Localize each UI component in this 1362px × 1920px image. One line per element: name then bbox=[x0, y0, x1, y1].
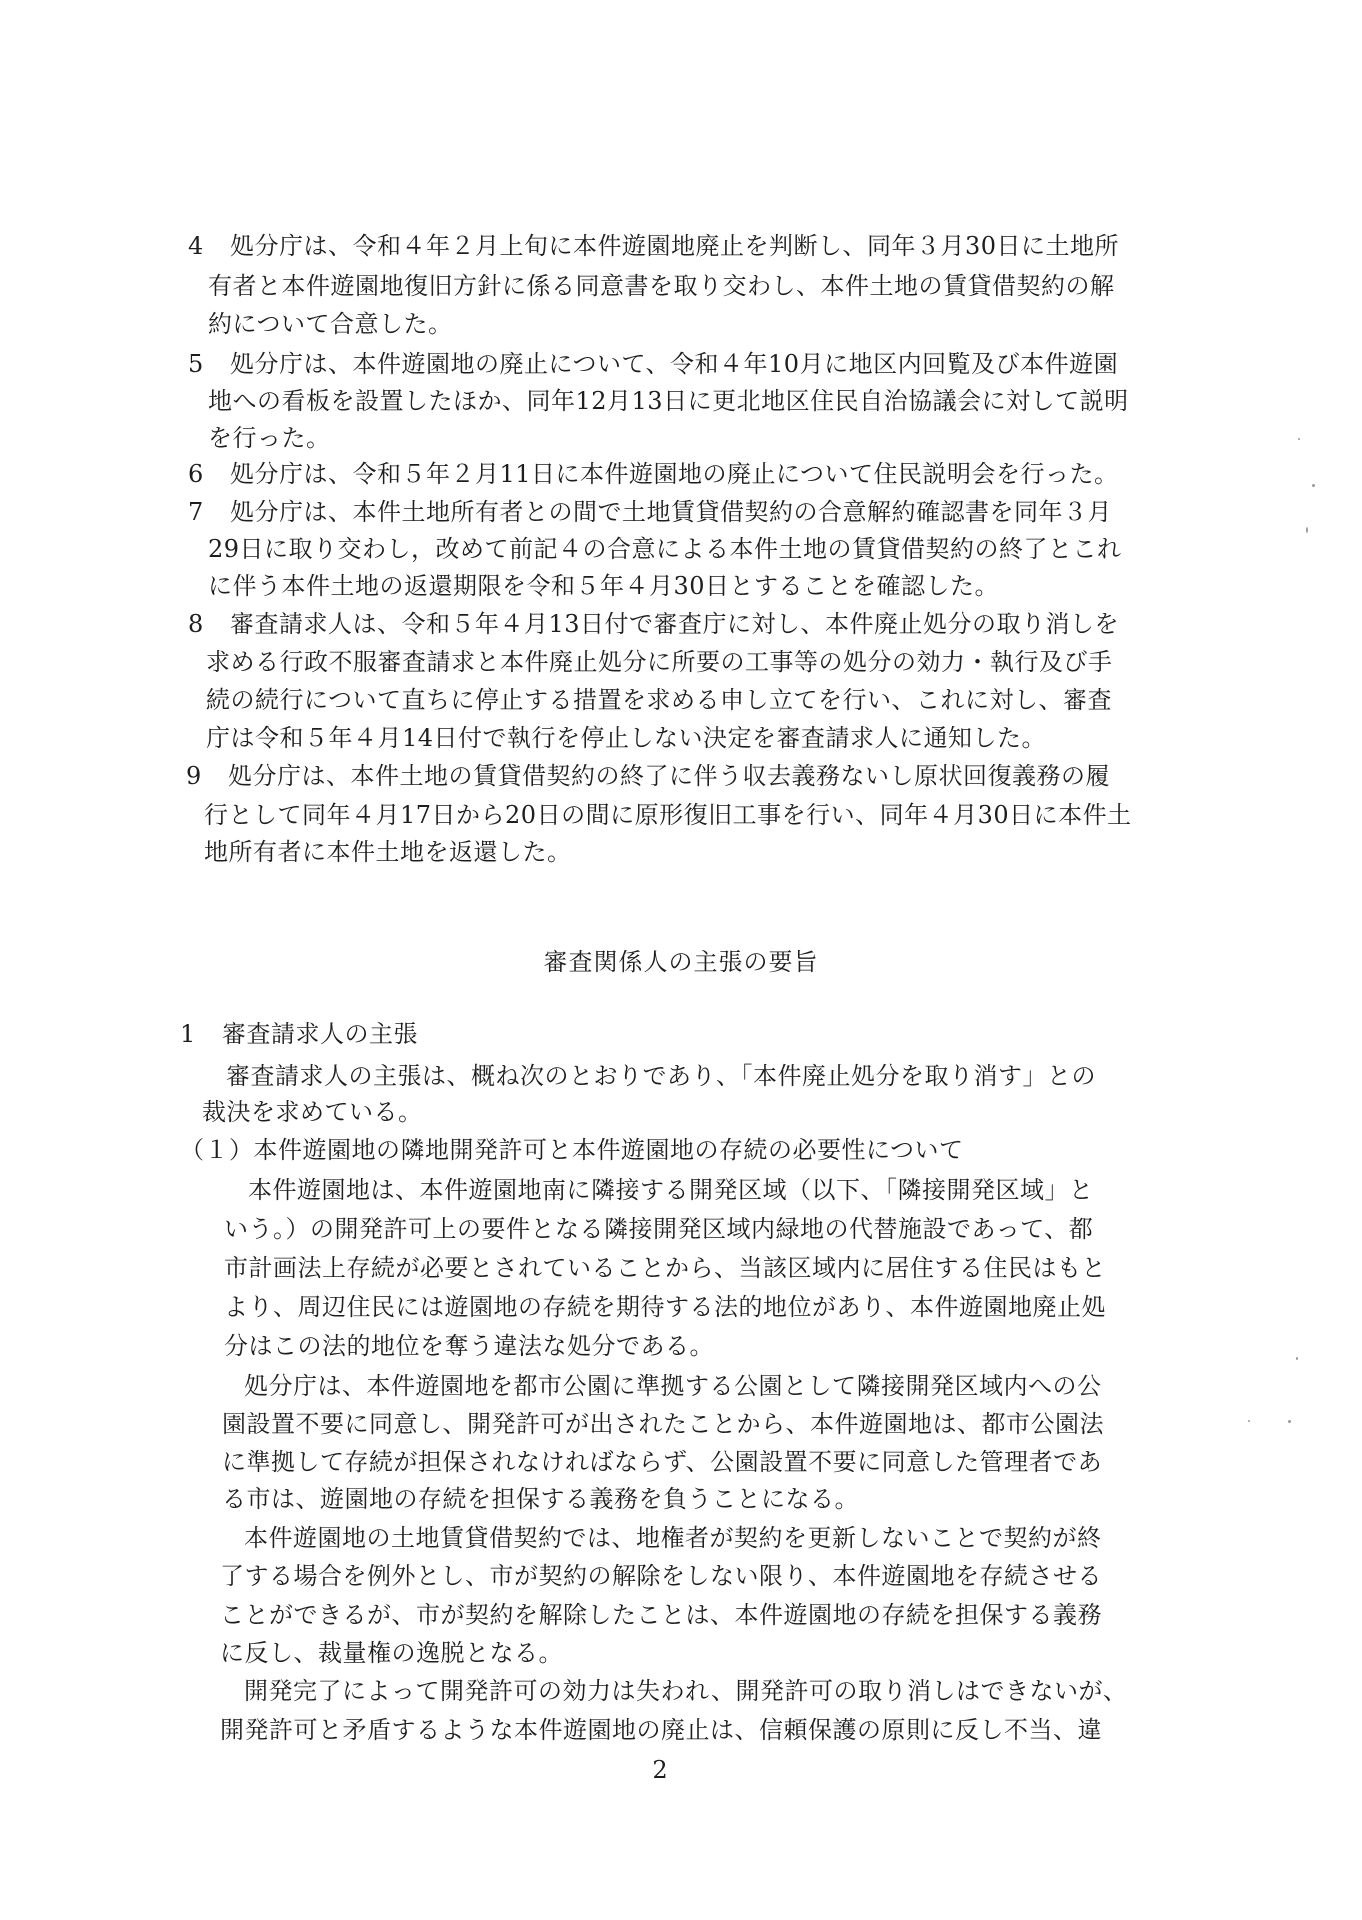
paragraph-1-line-1: 本件遊園地は、本件遊園地南に隣接する開発区域（以下、「隣接開発区域」と bbox=[248, 1176, 1094, 1204]
paragraph-3-line-1: 本件遊園地の土地賃貸借契約では、地権者が契約を更新しないことで契約が終 bbox=[244, 1524, 1102, 1552]
fact-8-line-4: 庁は令和５年４月14日付で執行を停止しない決定を審査請求人に通知した。 bbox=[206, 724, 1047, 752]
fact-text: 処分庁は、本件土地所有者との間で土地賃貸借契約の合意解約確認書を同年３月 bbox=[230, 498, 1112, 526]
scan-speck bbox=[1298, 438, 1300, 440]
paragraph-4-line-1: 開発完了によって開発許可の効力は失われ、開発許可の取り消しはできないが、 bbox=[244, 1677, 1128, 1705]
page-number: 2 bbox=[652, 1756, 668, 1784]
subsection-title: 本件遊園地の隣地開発許可と本件遊園地の存続の必要性について bbox=[253, 1136, 964, 1164]
claimant-intro-line-1: 審査請求人の主張は、概ね次のとおりであり、「本件廃止処分を取り消す」との bbox=[226, 1062, 1096, 1090]
fact-7-line-2: 29日に取り交わし，改めて前記４の合意による本件土地の賃貸借契約の終了とこれ bbox=[208, 535, 1122, 563]
fact-number: 6 bbox=[188, 460, 204, 488]
fact-4-line-2: 有者と本件遊園地復旧方針に係る同意書を取り交わし、本件土地の賃貸借契約の解 bbox=[208, 272, 1115, 300]
fact-4-line-1 bbox=[188, 228, 1119, 264]
fact-8-line-3: 続の続行について直ちに停止する措置を求める申し立てを行い、これに対し、審査 bbox=[206, 686, 1113, 714]
paragraph-1-line-2: いう。）の開発許可上の要件となる隣接開発区域内緑地の代替施設であって、都 bbox=[224, 1215, 1094, 1243]
paragraph-1-line-5: 分はこの法的地位を奪う違法な処分である。 bbox=[224, 1332, 714, 1360]
fact-9-line-2: 行として同年４月17日から20日の間に原形復旧工事を行い、同年４月30日に本件土 bbox=[204, 801, 1132, 829]
fact-5-line-3: を行った。 bbox=[208, 424, 331, 452]
fact-9-line-1 bbox=[186, 758, 1110, 794]
paragraph-1-line-4: より、周辺住民には遊園地の存続を期待する法的地位があり、本件遊園地廃止処 bbox=[224, 1293, 1106, 1321]
fact-9-line-3: 地所有者に本件土地を返還した。 bbox=[204, 838, 572, 866]
subsection-heading bbox=[180, 1132, 964, 1168]
fact-8-line-1 bbox=[188, 606, 1119, 642]
claimant-heading bbox=[180, 1016, 418, 1052]
paragraph-2-line-2: 園設置不要に同意し、開発許可が出されたことから、本件遊園地は、都市公園法 bbox=[222, 1410, 1104, 1438]
fact-number: 9 bbox=[186, 762, 202, 790]
paragraph-2-line-4: る市は、遊園地の存続を担保する義務を負うことになる。 bbox=[222, 1485, 859, 1513]
fact-5-line-2: 地への看板を設置したほか、同年12月13日に更北地区住民自治協議会に対して説明 bbox=[208, 387, 1129, 415]
fact-5-line-1 bbox=[188, 346, 1118, 382]
fact-7-line-1 bbox=[188, 494, 1112, 530]
scan-speck bbox=[1248, 1420, 1250, 1422]
fact-number: 5 bbox=[188, 350, 204, 378]
claimant-number: 1 bbox=[180, 1020, 196, 1048]
paragraph-3-line-4: に反し、裁量権の逸脱となる。 bbox=[220, 1639, 563, 1667]
fact-text: 処分庁は、本件土地の賃貸借契約の終了に伴う収去義務ないし原状回復義務の履 bbox=[228, 762, 1110, 790]
fact-number: 8 bbox=[188, 610, 204, 638]
paragraph-3-line-3: ことができるが、市が契約を解除したことは、本件遊園地の存続を担保する義務 bbox=[220, 1601, 1102, 1629]
fact-6-line-1 bbox=[188, 456, 1119, 492]
fact-text: 審査請求人は、令和５年４月13日付で審査庁に対し、本件廃止処分の取り消しを bbox=[230, 610, 1120, 638]
subsection-number: （１） bbox=[180, 1136, 254, 1164]
fact-number: 4 bbox=[188, 232, 204, 260]
paragraph-2-line-3: に準拠して存続が担保されなければならず、公園設置不要に同意した管理者であ bbox=[222, 1448, 1103, 1476]
scan-speck bbox=[1312, 484, 1315, 487]
scan-speck bbox=[1306, 527, 1308, 533]
paragraph-2-line-1: 処分庁は、本件遊園地を都市公園に準拠する公園として隣接開発区域内への公 bbox=[244, 1372, 1102, 1400]
paragraph-3-line-2: 了する場合を例外とし、市が契約の解除をしない限り、本件遊園地を存続させる bbox=[220, 1562, 1102, 1590]
scan-speck bbox=[1288, 1420, 1291, 1423]
fact-7-line-3: に伴う本件土地の返還期限を令和５年４月30日とすることを確認した。 bbox=[208, 572, 1000, 600]
fact-text: 処分庁は、本件遊園地の廃止について、令和４年10月に地区内回覧及び本件遊園 bbox=[230, 350, 1119, 378]
fact-text: 処分庁は、令和５年２月11日に本件遊園地の廃止について住民説明会を行った。 bbox=[230, 460, 1119, 488]
paragraph-4-line-2: 開発許可と矛盾するような本件遊園地の廃止は、信頼保護の原則に反し不当、違 bbox=[220, 1716, 1102, 1744]
paragraph-1-line-3: 市計画法上存続が必要とされていることから、当該区域内に居住する住民はもと bbox=[224, 1254, 1106, 1282]
fact-text: 処分庁は、令和４年２月上旬に本件遊園地廃止を判断し、同年３月30日に土地所 bbox=[230, 232, 1120, 260]
claimant-intro-line-2: 裁決を求めている。 bbox=[202, 1098, 423, 1126]
claimant-title: 審査請求人の主張 bbox=[222, 1020, 418, 1048]
fact-8-line-2: 求める行政不服審査請求と本件廃止処分に所要の工事等の処分の効力・執行及び手 bbox=[206, 648, 1113, 676]
fact-4-line-3: 約について合意した。 bbox=[208, 310, 453, 338]
section-heading: 審査関係人の主張の要旨 bbox=[543, 948, 819, 976]
fact-number: 7 bbox=[188, 498, 204, 526]
scan-speck bbox=[1296, 1357, 1298, 1360]
